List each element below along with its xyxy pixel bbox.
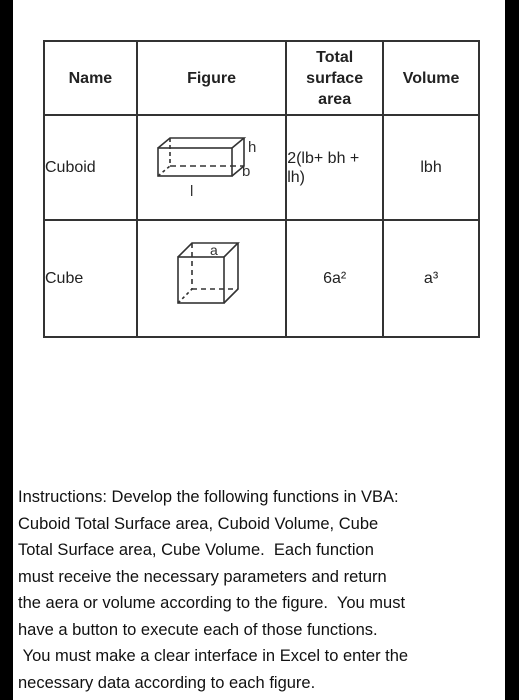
cube-name: Cube xyxy=(44,220,137,337)
cuboid-total-surface-area xyxy=(286,115,383,220)
instructions-line: the aera or volume according to the figure. You must xyxy=(18,594,406,612)
cube-label-a: a xyxy=(209,242,218,258)
document-page xyxy=(13,0,505,700)
instructions-line: have a button to execute each of those functions. xyxy=(18,620,378,639)
cuboid-figure xyxy=(138,116,286,219)
cube-top-face xyxy=(178,243,238,257)
cuboid-total-surface-area-text: 2(lb+ bh + lh) xyxy=(287,149,360,186)
cuboid-front-face xyxy=(158,148,232,176)
cuboid-top-face xyxy=(158,138,244,148)
instructions-line: necessary data according to each figure. xyxy=(18,673,316,692)
table-header-row xyxy=(44,41,479,115)
cuboid-hidden-edge xyxy=(158,166,170,176)
cube-right-face xyxy=(224,243,238,303)
instructions-line: Total Surface area, Cube Volume. Each function xyxy=(18,541,374,559)
table-row xyxy=(44,220,479,337)
cube-hidden-edge xyxy=(178,289,192,303)
instructions-line: Cuboid Total Surface area, Cuboid Volume, Cube xyxy=(18,514,379,533)
instructions-line: must receive the necessary parameters and return xyxy=(18,567,387,586)
instructions xyxy=(18,484,502,696)
instructions-line: You must make a clear interface in Excel to enter the xyxy=(18,647,409,665)
header-total-surface-area-text: Total surface area xyxy=(306,48,364,108)
table-row xyxy=(44,115,479,220)
cuboid-label-b: b xyxy=(241,163,251,180)
cuboid-label-l: l xyxy=(189,183,194,200)
cuboid-label-h: h xyxy=(247,139,257,156)
cube-total-surface-area: 6a² xyxy=(286,220,383,337)
instructions-line: Instructions: Develop the following functions in VBA: xyxy=(18,488,399,506)
cube-figure xyxy=(138,221,286,336)
cube-figure-cell xyxy=(137,220,286,337)
cuboid-name: Cuboid xyxy=(44,115,137,220)
cube-front-face xyxy=(178,257,224,303)
shapes-table xyxy=(43,40,480,338)
cuboid-volume: lbh xyxy=(383,115,479,220)
header-name: Name xyxy=(44,41,137,115)
cube-volume: a³ xyxy=(383,220,479,337)
header-figure: Figure xyxy=(137,41,286,115)
cuboid-figure-cell xyxy=(137,115,286,220)
header-total-surface-area xyxy=(286,41,383,115)
header-volume: Volume xyxy=(383,41,479,115)
